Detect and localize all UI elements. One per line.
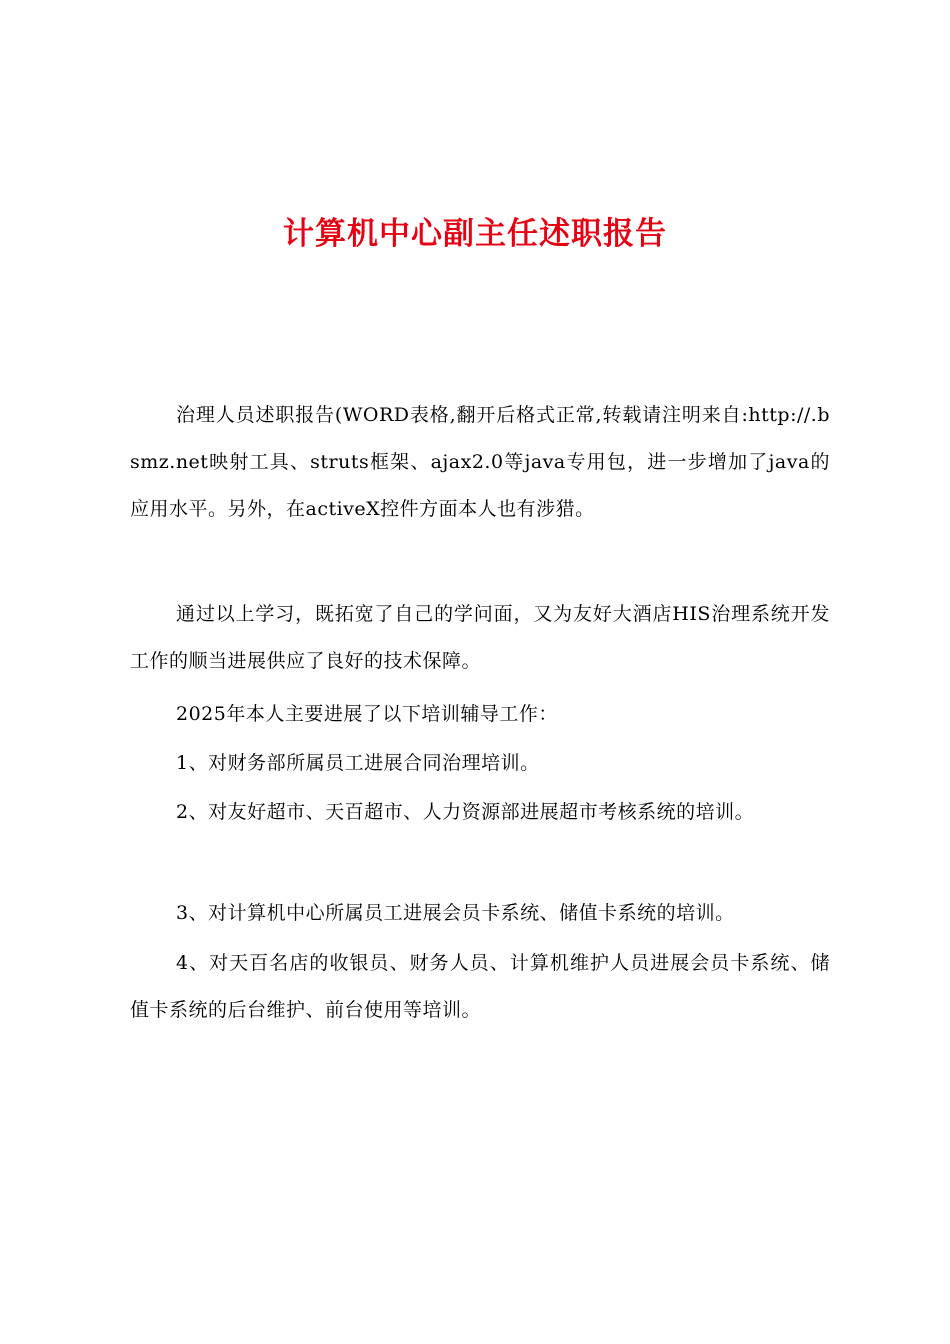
list-item-training-2: 2、对友好超市、天百超市、人力资源部进展超市考核系统的培训。	[176, 801, 755, 823]
document-title: 计算机中心副主任述职报告	[283, 216, 667, 252]
list-item-training-3: 3、对计算机中心所属员工进展会员卡系统、储值卡系统的培训。	[176, 902, 735, 924]
list-item-training-4: 4、对天百名店的收银员、财务人员、计算机维护人员进展会员卡系统、储值卡系统的后台维护、前台使用等培训。	[130, 952, 830, 1021]
list-item-training-1: 1、对财务部所属员工进展合同治理培训。	[176, 752, 540, 774]
paragraph-report-intro: 治理人员述职报告(WORD表格,翻开后格式正常,转载请注明来自:http://.bsmz.net映射工具、struts框架、ajax2.0等java专用包，进一步增加了java的应用水平。另外，在activeX控件方面本人也有涉猎。	[130, 404, 830, 520]
paragraph-training-heading: 2025年本人主要进展了以下培训辅导工作：	[176, 703, 558, 725]
paragraph-learning-summary: 通过以上学习，既拓宽了自己的学问面，又为友好大酒店HIS治理系统开发工作的顺当进展供应了良好的技术保障。	[130, 603, 830, 672]
